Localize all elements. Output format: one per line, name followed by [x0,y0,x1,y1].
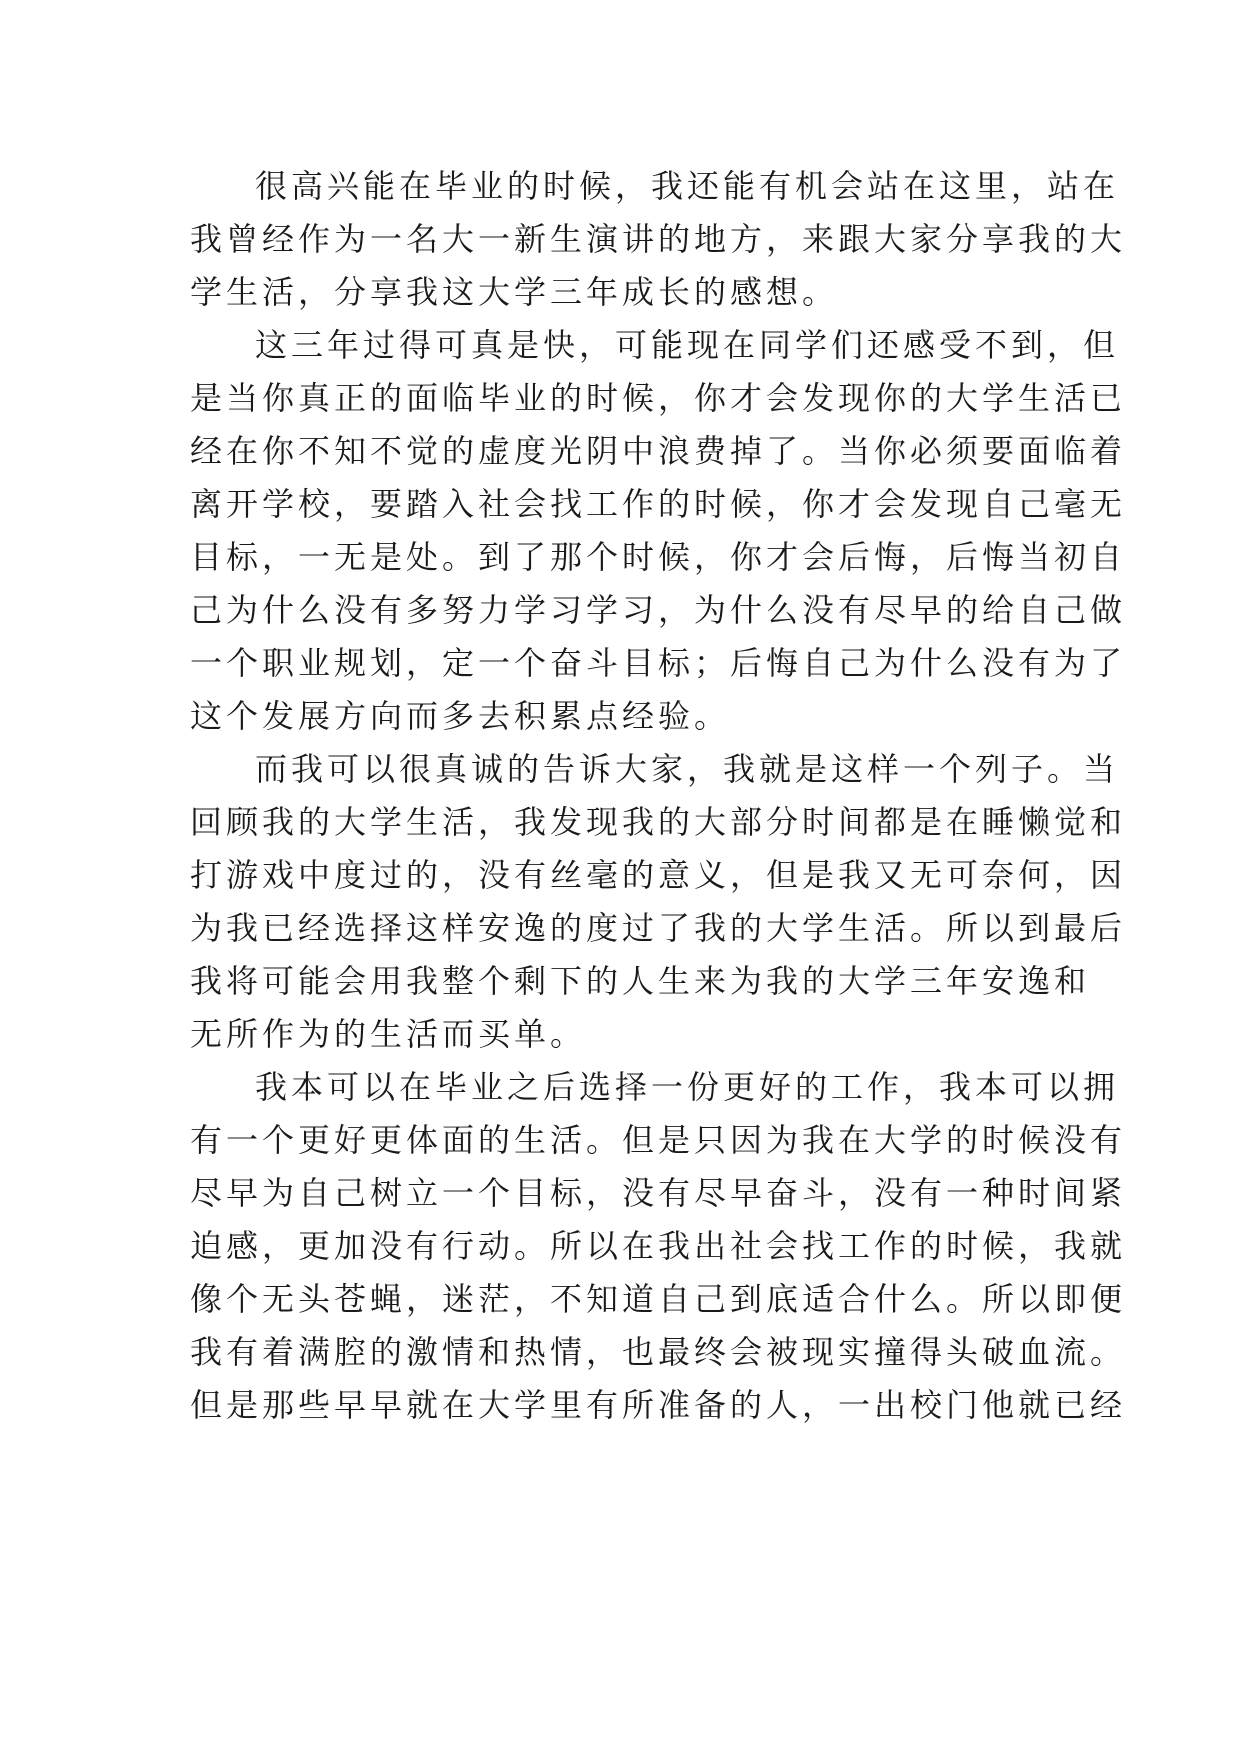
text-line: 己为什么没有多努力学习学习，为什么没有尽早的给自己做 [190,591,1127,629]
text-line: 为我已经选择这样安逸的度过了我的大学生活。所以到最后 [190,909,1127,947]
text-line: 我将可能会用我整个剩下的人生来为我的大学三年安逸和 [190,962,1091,1000]
text-line: 经在你不知不觉的虚度光阴中浪费掉了。当你必须要面临着 [190,432,1127,470]
text-line: 这三年过得可真是快，可能现在同学们还感受不到，但 [255,326,1120,364]
text-line: 像个无头苍蝇，迷茫，不知道自己到底适合什么。所以即便 [190,1280,1127,1318]
text-line: 我本可以在毕业之后选择一份更好的工作，我本可以拥 [255,1068,1120,1106]
text-line: 但是那些早早就在大学里有所准备的人，一出校门他就已经 [190,1386,1127,1424]
paragraph-2 [190,319,1127,743]
paragraph-4 [190,1061,1127,1432]
text-line: 这个发展方向而多去积累点经验。 [190,697,731,735]
text-line: 学生活，分享我这大学三年成长的感想。 [190,273,839,311]
text-line: 我有着满腔的激情和热情，也最终会被现实撞得头破血流。 [190,1333,1127,1371]
text-line: 目标，一无是处。到了那个时候，你才会后悔，后悔当初自 [190,538,1127,576]
text-line: 离开学校，要踏入社会找工作的时候，你才会发现自己毫无 [190,485,1127,523]
text-line: 很高兴能在毕业的时候，我还能有机会站在这里，站在 [255,167,1120,205]
paragraph-3 [190,743,1127,1061]
text-line: 是当你真正的面临毕业的时候，你才会发现你的大学生活已 [190,379,1127,417]
text-line: 尽早为自己树立一个目标，没有尽早奋斗，没有一种时间紧 [190,1174,1127,1212]
text-line: 打游戏中度过的，没有丝毫的意义，但是我又无可奈何，因 [190,856,1127,894]
text-line: 迫感，更加没有行动。所以在我出社会找工作的时候，我就 [190,1227,1127,1265]
document-body [190,160,1127,1432]
text-line: 而我可以很真诚的告诉大家，我就是这样一个列子。当 [255,750,1120,788]
text-line: 无所作为的生活而买单。 [190,1015,587,1053]
text-line: 回顾我的大学生活，我发现我的大部分时间都是在睡懒觉和 [190,803,1127,841]
text-line: 我曾经作为一名大一新生演讲的地方，来跟大家分享我的大 [190,220,1127,258]
text-line: 有一个更好更体面的生活。但是只因为我在大学的时候没有 [190,1121,1127,1159]
text-line: 一个职业规划，定一个奋斗目标；后悔自己为什么没有为了 [190,644,1127,682]
paragraph-1 [190,160,1127,319]
